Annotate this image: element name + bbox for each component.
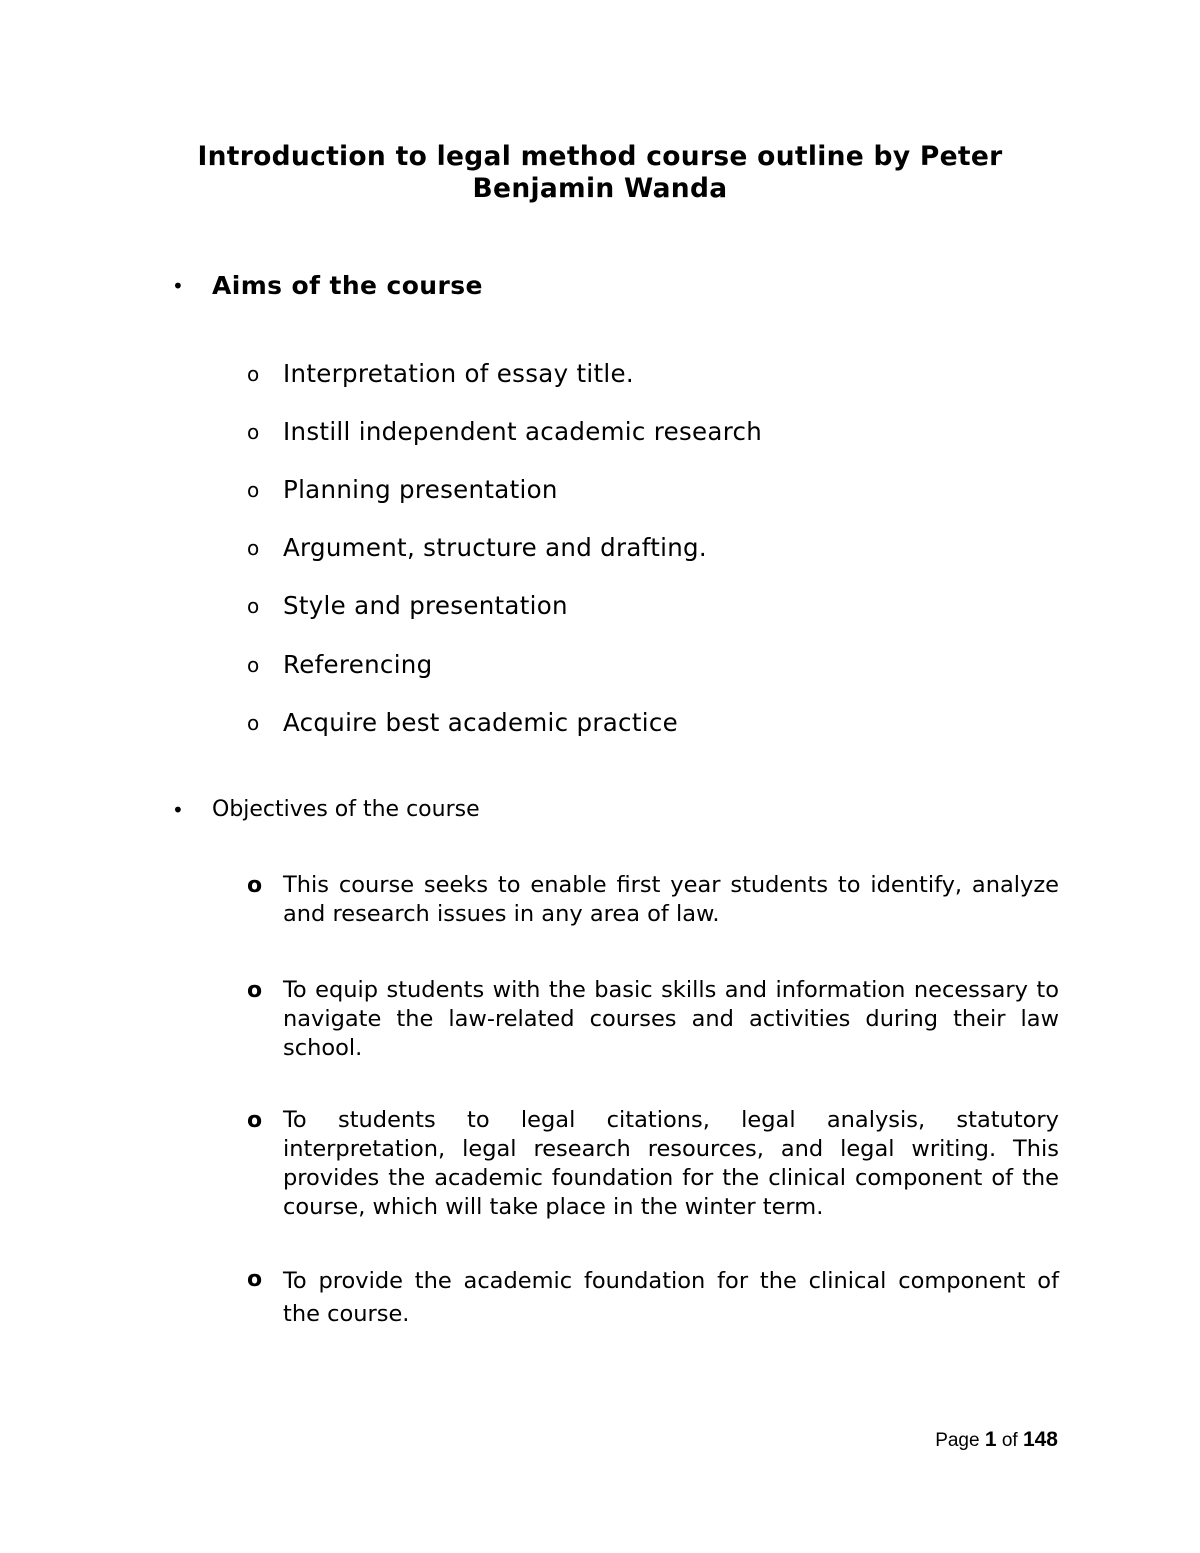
- list-item: [0, 705, 1200, 741]
- list-item: [0, 588, 1200, 624]
- objective-text: To equip students with the basic skills and information necessary to navigate the law-related courses and activities during their law school.: [283, 977, 1059, 1061]
- list-item: [0, 472, 1200, 508]
- circle-bullet-icon: o: [247, 420, 260, 444]
- list-item: [0, 414, 1200, 450]
- page-word: Page: [935, 1430, 980, 1451]
- circle-bullet-icon: o: [247, 594, 260, 618]
- circle-bullet-icon: o: [247, 873, 263, 898]
- list-item: [0, 647, 1200, 683]
- aim-text: Referencing: [283, 650, 433, 679]
- circle-bullet-icon: o: [247, 711, 260, 735]
- circle-bullet-icon: o: [247, 978, 263, 1003]
- circle-bullet-icon: o: [247, 653, 260, 677]
- page-title: [160, 141, 1040, 205]
- objective-text: This course seeks to enable first year students to identify, analyze and research issues in any area of law.: [283, 872, 1059, 927]
- page-total: 148: [1022, 1428, 1058, 1451]
- aim-text: Argument, structure and drafting.: [283, 533, 707, 562]
- circle-bullet-icon: o: [247, 362, 260, 386]
- objective-text: To provide the academic foundation for the clinical component of the course.: [283, 1268, 1059, 1327]
- title-line-1: Introduction to legal method course outline by Peter: [197, 141, 1003, 172]
- page-number: [880, 1428, 1058, 1452]
- page-current: 1: [984, 1428, 997, 1451]
- of-word: of: [1001, 1430, 1018, 1451]
- aims-heading: Aims of the course: [212, 271, 483, 300]
- aim-text: Style and presentation: [283, 591, 568, 620]
- bullet-icon: •: [172, 798, 184, 822]
- list-item: [0, 530, 1200, 566]
- objective-text: To students to legal citations, legal analysis, statutory interpretation, legal research resources, and legal writing. This provides the academic foundation for the clinical component of the course, which will take place in the winter term.: [283, 1107, 1059, 1220]
- list-item: [0, 356, 1200, 392]
- aim-text: Acquire best academic practice: [283, 708, 678, 737]
- circle-bullet-icon: o: [247, 536, 260, 560]
- title-line-2: Benjamin Wanda: [472, 173, 728, 204]
- objectives-heading: Objectives of the course: [212, 797, 480, 822]
- circle-bullet-icon: o: [247, 1108, 263, 1133]
- aim-text: Instill independent academic research: [283, 417, 763, 446]
- bullet-icon: •: [172, 274, 184, 298]
- circle-bullet-icon: o: [247, 1267, 263, 1292]
- circle-bullet-icon: o: [247, 478, 260, 502]
- aim-text: Planning presentation: [283, 475, 558, 504]
- aim-text: Interpretation of essay title.: [283, 359, 634, 388]
